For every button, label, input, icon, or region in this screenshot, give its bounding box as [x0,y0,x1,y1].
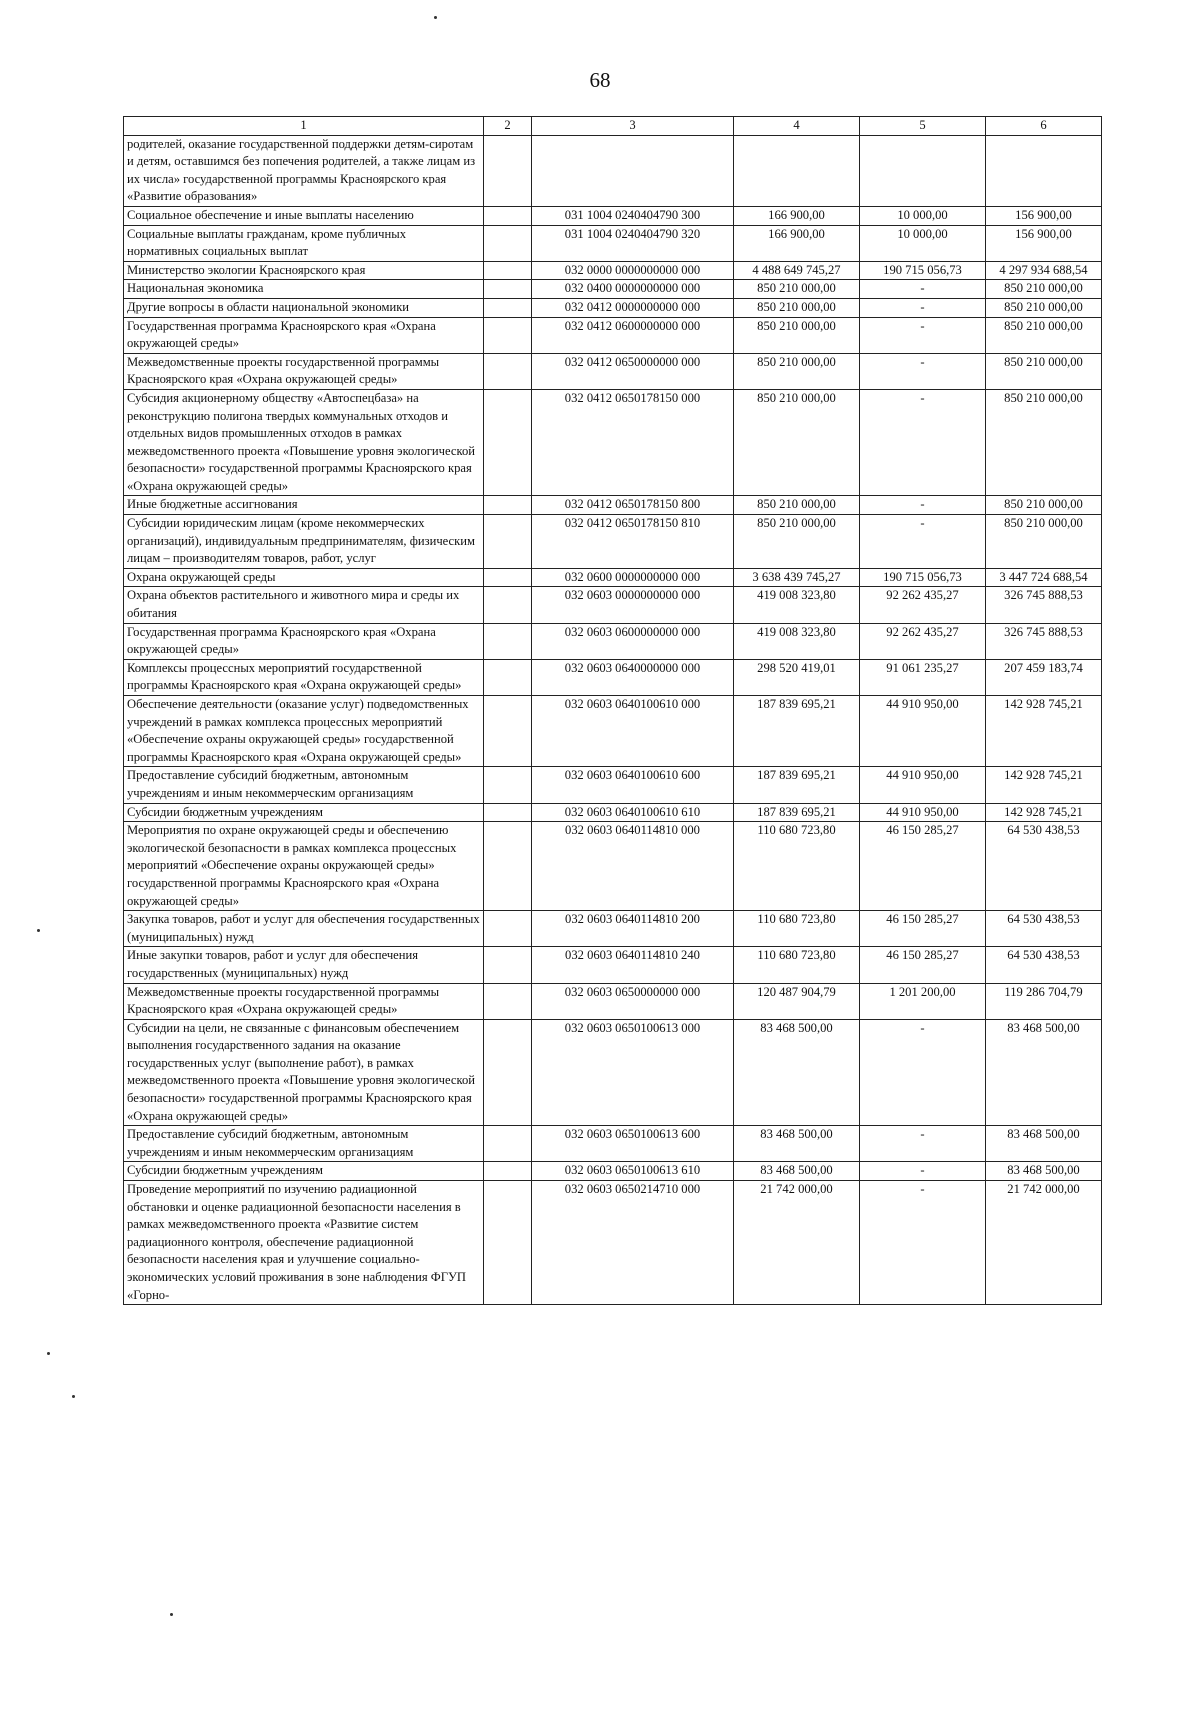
row-value-6 [986,135,1102,206]
row-code: 032 0603 0640114810 200 [532,911,734,947]
table-row [124,1181,1102,1305]
row-col2 [484,206,532,225]
row-value-6: 142 928 745,21 [986,803,1102,822]
row-value-4: 850 210 000,00 [734,353,860,389]
table-row [124,911,1102,947]
table-row [124,983,1102,1019]
row-code: 032 0603 0650214710 000 [532,1181,734,1305]
row-code: 032 0603 0600000000 000 [532,623,734,659]
row-code: 032 0603 0640100610 000 [532,696,734,767]
row-value-4: 166 900,00 [734,225,860,261]
row-col2 [484,1181,532,1305]
row-name: Социальные выплаты гражданам, кроме публичных нормативных социальных выплат [124,225,484,261]
row-name: Субсидии юридическим лицам (кроме некоммерческих организаций), индивидуальным предпринимателям, физическим лицам – производителям товаров, работ, услуг [124,515,484,569]
row-value-6: 83 468 500,00 [986,1019,1102,1126]
scan-speck [170,1613,173,1616]
row-value-6: 850 210 000,00 [986,317,1102,353]
row-value-4: 110 680 723,80 [734,947,860,983]
table-row [124,696,1102,767]
row-value-5: 10 000,00 [860,206,986,225]
row-col2 [484,947,532,983]
row-value-5: 46 150 285,27 [860,911,986,947]
table-row [124,1162,1102,1181]
row-name: Субсидии на цели, не связанные с финансовым обеспечением выполнения государственного задания на оказание государственных услуг (выполнение работ), в рамках межведомственного проекта «Повышение уровня экологической безопасности» государственной программы Красноярского края «Охрана окружающей среды» [124,1019,484,1126]
row-col2 [484,822,532,911]
table-row [124,623,1102,659]
row-code: 032 0603 0640100610 610 [532,803,734,822]
row-col2 [484,389,532,496]
row-code: 032 0603 0650000000 000 [532,983,734,1019]
row-value-4: 850 210 000,00 [734,280,860,299]
row-col2 [484,1019,532,1126]
row-name: Субсидии бюджетным учреждениям [124,1162,484,1181]
row-value-4: 187 839 695,21 [734,803,860,822]
row-name: Охрана объектов растительного и животного мира и среды их обитания [124,587,484,623]
row-name: Межведомственные проекты государственной программы Красноярского края «Охрана окружающей среды» [124,353,484,389]
row-value-6: 207 459 183,74 [986,659,1102,695]
row-name: Национальная экономика [124,280,484,299]
row-value-6: 326 745 888,53 [986,587,1102,623]
row-col2 [484,135,532,206]
row-code: 032 0400 0000000000 000 [532,280,734,299]
row-value-5: 46 150 285,27 [860,822,986,911]
page-number: 68 [589,68,611,92]
row-value-6: 83 468 500,00 [986,1162,1102,1181]
row-value-5: 92 262 435,27 [860,587,986,623]
row-col2 [484,911,532,947]
row-name: Проведение мероприятий по изучению радиационной обстановки и оценке радиационной безопасности населения в рамках межведомственного проекта «Развитие систем радиационного контроля, обеспечение радиационной безопасности населения края и улучшение социально-экономических условий проживания в зоне наблюдения ФГУП «Горно- [124,1181,484,1305]
row-value-5: 44 910 950,00 [860,803,986,822]
row-code: 032 0600 0000000000 000 [532,568,734,587]
row-value-5: 190 715 056,73 [860,568,986,587]
row-name: Социальное обеспечение и иные выплаты населению [124,206,484,225]
row-value-6: 3 447 724 688,54 [986,568,1102,587]
row-value-4: 3 638 439 745,27 [734,568,860,587]
scan-speck [434,16,437,19]
row-value-4: 83 468 500,00 [734,1126,860,1162]
row-value-4: 850 210 000,00 [734,317,860,353]
row-value-5: 1 201 200,00 [860,983,986,1019]
row-col2 [484,568,532,587]
row-value-5: 92 262 435,27 [860,623,986,659]
row-col2 [484,280,532,299]
row-name: родителей, оказание государственной поддержки детям-сиротам и детям, оставшимся без попечения родителей, а также лицам из их числа» государственной программы Красноярского края «Развитие образования» [124,135,484,206]
row-name: Иные бюджетные ассигнования [124,496,484,515]
table-row [124,568,1102,587]
row-value-5: 44 910 950,00 [860,767,986,803]
row-value-5: - [860,317,986,353]
column-header: 6 [986,117,1102,136]
row-value-5: - [860,280,986,299]
row-value-4: 850 210 000,00 [734,389,860,496]
row-value-6: 4 297 934 688,54 [986,261,1102,280]
row-value-4: 850 210 000,00 [734,515,860,569]
row-name: Закупка товаров, работ и услуг для обеспечения государственных (муниципальных) нужд [124,911,484,947]
row-col2 [484,767,532,803]
row-value-6: 156 900,00 [986,206,1102,225]
row-code: 032 0412 0600000000 000 [532,317,734,353]
table-row [124,206,1102,225]
row-value-5: - [860,1126,986,1162]
table-row [124,135,1102,206]
row-col2 [484,317,532,353]
row-name: Предоставление субсидий бюджетным, автономным учреждениям и иным некоммерческим организациям [124,1126,484,1162]
table-row [124,803,1102,822]
column-header: 2 [484,117,532,136]
scan-speck [37,929,40,932]
table-row [124,261,1102,280]
row-col2 [484,353,532,389]
row-code: 032 0603 0650100613 610 [532,1162,734,1181]
table-row [124,496,1102,515]
row-code: 032 0412 0650178150 800 [532,496,734,515]
row-name: Иные закупки товаров, работ и услуг для обеспечения государственных (муниципальных) нужд [124,947,484,983]
row-code: 032 0603 0640100610 600 [532,767,734,803]
column-header: 4 [734,117,860,136]
table-row [124,587,1102,623]
row-col2 [484,298,532,317]
row-code: 032 0412 0000000000 000 [532,298,734,317]
row-code: 032 0412 0650000000 000 [532,353,734,389]
budget-table [123,116,1102,1305]
table-row [124,317,1102,353]
row-value-6: 83 468 500,00 [986,1126,1102,1162]
row-col2 [484,983,532,1019]
row-value-4: 298 520 419,01 [734,659,860,695]
column-header: 1 [124,117,484,136]
row-code: 032 0412 0650178150 000 [532,389,734,496]
table-row [124,353,1102,389]
row-name: Субсидия акционерному обществу «Автоспецбаза» на реконструкцию полигона твердых коммунальных отходов и отдельных видов промышленных отходов в рамках межведомственного проекта «Повышение уровня экологической безопасности» государственной программы Красноярского края «Охрана окружающей среды» [124,389,484,496]
row-name: Государственная программа Красноярского края «Охрана окружающей среды» [124,623,484,659]
row-value-4: 120 487 904,79 [734,983,860,1019]
row-code: 031 1004 0240404790 320 [532,225,734,261]
row-col2 [484,225,532,261]
row-code: 032 0603 0000000000 000 [532,587,734,623]
row-value-6: 850 210 000,00 [986,496,1102,515]
row-value-5: 44 910 950,00 [860,696,986,767]
row-name: Другие вопросы в области национальной экономики [124,298,484,317]
row-col2 [484,623,532,659]
row-code: 032 0412 0650178150 810 [532,515,734,569]
row-code: 032 0603 0640114810 240 [532,947,734,983]
row-value-4: 419 008 323,80 [734,587,860,623]
row-col2 [484,803,532,822]
row-value-5: - [860,515,986,569]
row-value-6: 64 530 438,53 [986,911,1102,947]
row-value-5: 10 000,00 [860,225,986,261]
row-value-5: 46 150 285,27 [860,947,986,983]
table-row [124,389,1102,496]
row-value-6: 850 210 000,00 [986,389,1102,496]
row-code: 032 0603 0640000000 000 [532,659,734,695]
row-name: Обеспечение деятельности (оказание услуг) подведомственных учреждений в рамках комплекса процессных мероприятий «Обеспечение охраны окружающей среды» государственной программы Красноярского края «Охрана окружающей среды» [124,696,484,767]
table-row [124,1126,1102,1162]
row-code: 032 0603 0640114810 000 [532,822,734,911]
row-value-4: 187 839 695,21 [734,696,860,767]
row-value-4: 110 680 723,80 [734,822,860,911]
row-code [532,135,734,206]
table-row [124,822,1102,911]
row-code: 032 0000 0000000000 000 [532,261,734,280]
scan-speck [47,1352,50,1355]
row-col2 [484,496,532,515]
row-value-4 [734,135,860,206]
row-col2 [484,1126,532,1162]
table-row [124,280,1102,299]
row-value-4: 166 900,00 [734,206,860,225]
row-value-6: 64 530 438,53 [986,947,1102,983]
row-value-5: - [860,1162,986,1181]
row-value-6: 156 900,00 [986,225,1102,261]
row-value-4: 21 742 000,00 [734,1181,860,1305]
row-name: Мероприятия по охране окружающей среды и обеспечению экологической безопасности в рамках комплекса процессных мероприятий «Обеспечение охраны окружающей среды» государственной программы Красноярского края «Охрана окружающей среды» [124,822,484,911]
row-value-5: - [860,1181,986,1305]
row-col2 [484,515,532,569]
column-header: 3 [532,117,734,136]
row-value-4: 187 839 695,21 [734,767,860,803]
table-header-row [124,117,1102,136]
row-value-5: 91 061 235,27 [860,659,986,695]
row-col2 [484,587,532,623]
row-value-4: 850 210 000,00 [734,298,860,317]
row-value-4: 850 210 000,00 [734,496,860,515]
row-name: Предоставление субсидий бюджетным, автономным учреждениям и иным некоммерческим организациям [124,767,484,803]
row-col2 [484,696,532,767]
row-value-4: 83 468 500,00 [734,1019,860,1126]
row-value-5: 190 715 056,73 [860,261,986,280]
row-col2 [484,261,532,280]
row-value-4: 110 680 723,80 [734,911,860,947]
row-value-6: 142 928 745,21 [986,696,1102,767]
row-value-6: 142 928 745,21 [986,767,1102,803]
table-row [124,225,1102,261]
table-row [124,659,1102,695]
row-value-4: 419 008 323,80 [734,623,860,659]
row-value-4: 4 488 649 745,27 [734,261,860,280]
table-row [124,1019,1102,1126]
row-value-5: - [860,496,986,515]
row-name: Межведомственные проекты государственной программы Красноярского края «Охрана окружающей среды» [124,983,484,1019]
row-value-4: 83 468 500,00 [734,1162,860,1181]
row-col2 [484,1162,532,1181]
row-name: Субсидии бюджетным учреждениям [124,803,484,822]
row-value-6: 850 210 000,00 [986,298,1102,317]
row-value-6: 21 742 000,00 [986,1181,1102,1305]
row-name: Государственная программа Красноярского края «Охрана окружающей среды» [124,317,484,353]
row-value-6: 326 745 888,53 [986,623,1102,659]
row-code: 031 1004 0240404790 300 [532,206,734,225]
row-value-6: 850 210 000,00 [986,280,1102,299]
row-col2 [484,659,532,695]
row-value-5: - [860,389,986,496]
row-value-6: 64 530 438,53 [986,822,1102,911]
table-row [124,947,1102,983]
row-code: 032 0603 0650100613 600 [532,1126,734,1162]
row-value-5: - [860,1019,986,1126]
table-row [124,767,1102,803]
row-value-5: - [860,353,986,389]
row-code: 032 0603 0650100613 000 [532,1019,734,1126]
scan-speck [72,1395,75,1398]
table-row [124,515,1102,569]
row-name: Комплексы процессных мероприятий государственной программы Красноярского края «Охрана окружающей среды» [124,659,484,695]
row-value-5: - [860,298,986,317]
row-name: Министерство экологии Красноярского края [124,261,484,280]
column-header: 5 [860,117,986,136]
row-value-5 [860,135,986,206]
row-value-6: 119 286 704,79 [986,983,1102,1019]
row-name: Охрана окружающей среды [124,568,484,587]
row-value-6: 850 210 000,00 [986,515,1102,569]
row-value-6: 850 210 000,00 [986,353,1102,389]
table-row [124,298,1102,317]
